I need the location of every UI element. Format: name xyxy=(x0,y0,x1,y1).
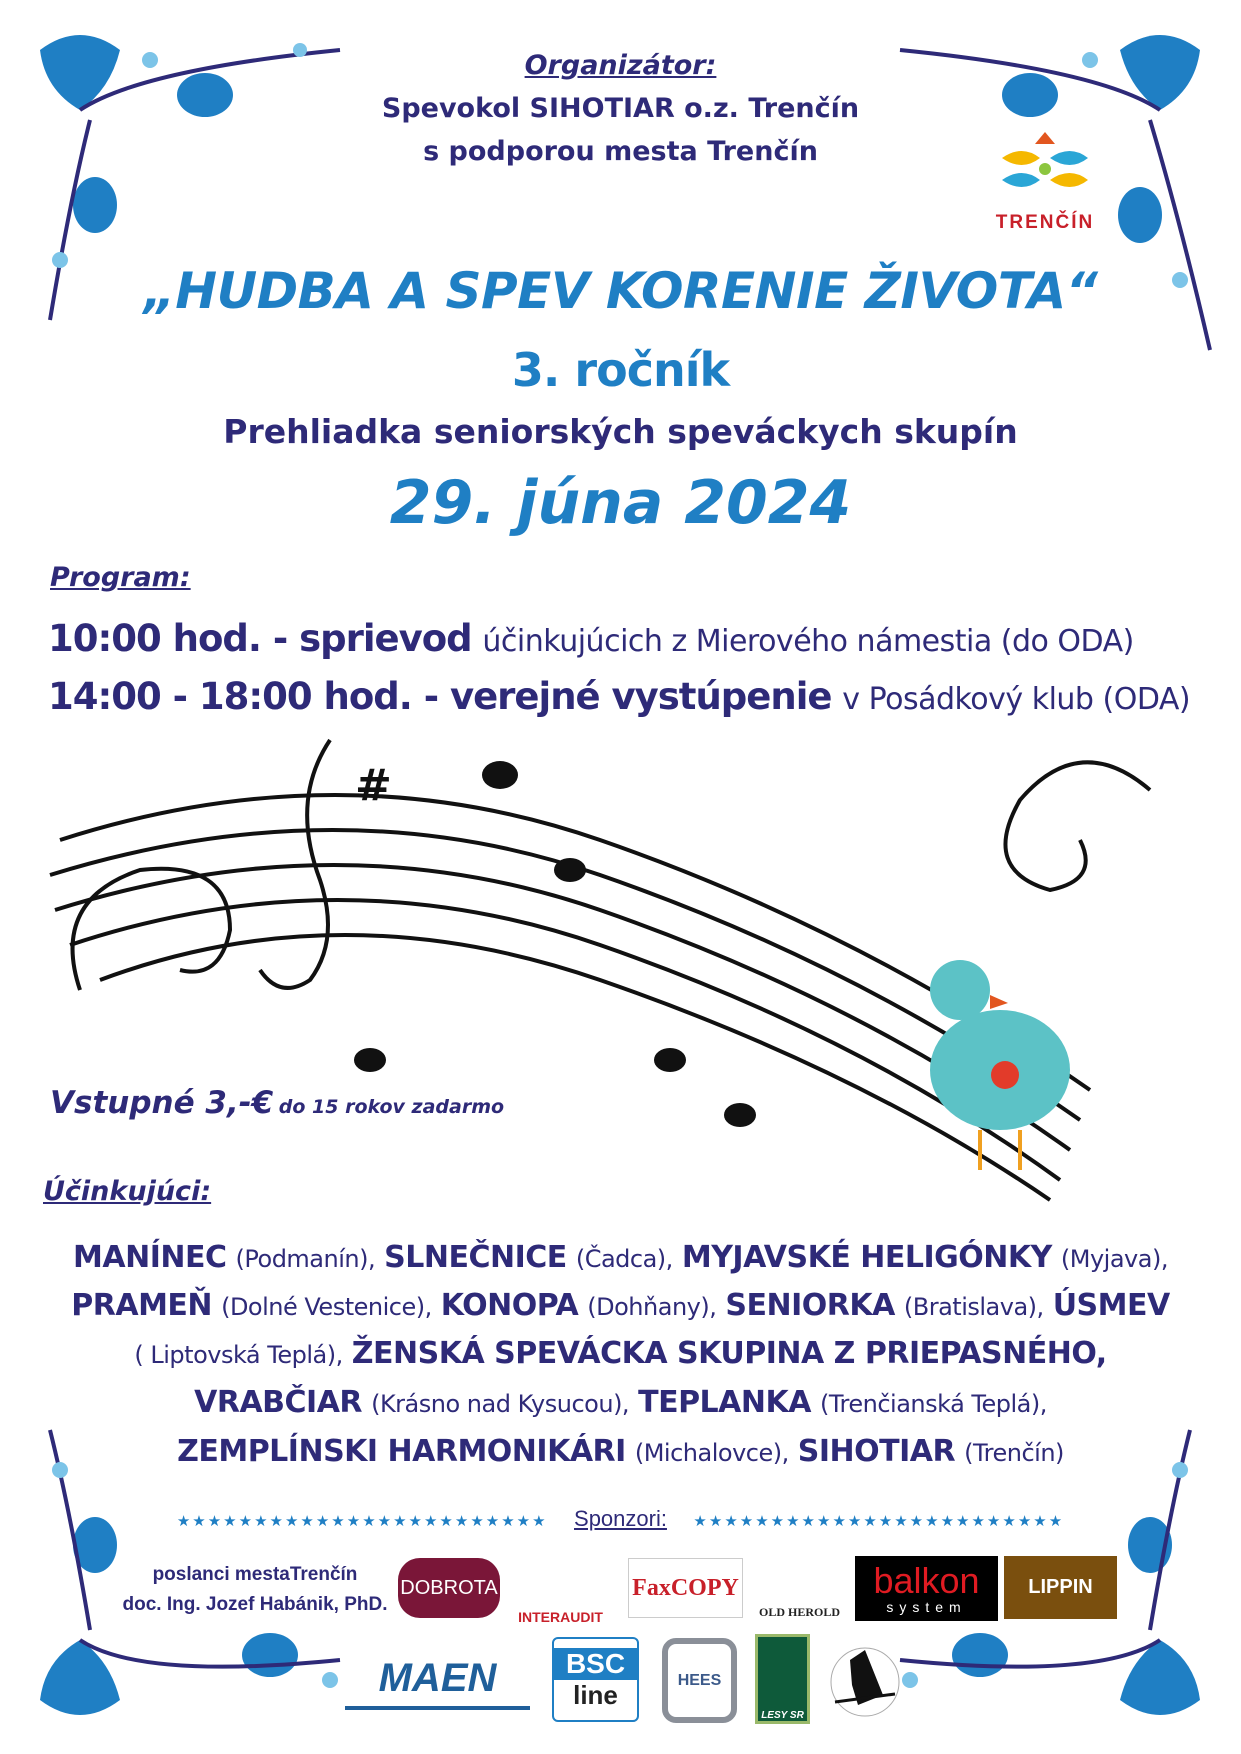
trencin-logo-text: TRENČÍN xyxy=(995,212,1095,233)
sponsors-header xyxy=(0,1506,1241,1532)
event-subtitle: Prehliadka seniorských speváckych skupín xyxy=(223,412,1018,451)
stars-divider: ★★★★★★★★★★★★★★★★★★★★★★★★ xyxy=(176,1513,548,1530)
performer-name: SIHOTIAR xyxy=(797,1434,956,1469)
performer-place: ( Liptovská Teplá), xyxy=(134,1341,343,1369)
edition: 3. ročník xyxy=(511,343,730,397)
performer-place: (Čadca), xyxy=(575,1245,673,1273)
performers-line xyxy=(0,1234,1241,1283)
admission-note: do 15 rokov zadarmo xyxy=(278,1096,505,1118)
logo-witch xyxy=(830,1640,900,1725)
performer-name: PRAMEŇ xyxy=(71,1288,213,1323)
patron-text xyxy=(105,1560,405,1620)
sponsors-label: Sponzori: xyxy=(574,1506,667,1531)
logo-old-herold: OLD HEROLD xyxy=(758,1605,840,1619)
program-detail: v Posádkový klub (ODA) xyxy=(842,682,1191,717)
patron-line: doc. Ing. Jozef Habánik, PhD. xyxy=(122,1594,388,1615)
performers-line xyxy=(0,1282,1241,1331)
program-time: 14:00 - 18:00 hod. - verejné vystúpenie xyxy=(48,675,832,718)
performer-name: SENIORKA xyxy=(725,1288,895,1323)
organizer-name: Spevokol SIHOTIAR o.z. Trenčín xyxy=(381,93,860,124)
support-text: s podporou mesta Trenčín xyxy=(423,136,818,167)
performer-place: (Myjava), xyxy=(1060,1245,1168,1273)
performer-name: ŽENSKÁ SPEVÁCKA SKUPINA Z PRIEPASNÉHO, xyxy=(351,1336,1107,1371)
event-date: 29. júna 2024 xyxy=(389,468,852,538)
performer-name: MYJAVSKÉ HELIGÓNKY xyxy=(681,1240,1052,1275)
program-item xyxy=(48,675,1190,718)
performer-name: ÚSMEV xyxy=(1052,1288,1170,1323)
organizer-label: Organizátor: xyxy=(524,50,717,81)
patron-line: poslanci mestaTrenčín xyxy=(152,1564,358,1585)
performer-name: ZEMPLÍNSKI HARMONIKÁRI xyxy=(177,1434,626,1469)
music-staff-illustration xyxy=(40,730,1200,1220)
admission-price: Vstupné 3,-€ xyxy=(50,1085,274,1121)
performer-name: TEPLANKA xyxy=(638,1385,811,1420)
performers-label: Účinkujúci: xyxy=(43,1176,212,1207)
admission xyxy=(50,1085,504,1121)
logo-hees: HEES xyxy=(662,1638,737,1723)
performers-line xyxy=(0,1428,1241,1477)
performer-name: MANÍNEC xyxy=(73,1240,227,1275)
program-time: 10:00 hod. - sprievod xyxy=(48,617,472,660)
performer-place: (Podmanín), xyxy=(235,1245,376,1273)
stars-divider: ★★★★★★★★★★★★★★★★★★★★★★★★ xyxy=(693,1513,1065,1530)
performer-name: VRABČIAR xyxy=(194,1385,363,1420)
logo-dobrota: DOBROTA xyxy=(398,1558,500,1618)
performer-place: (Michalovce), xyxy=(634,1439,789,1467)
performer-place: (Krásno nad Kysucou), xyxy=(371,1390,630,1418)
performer-place: (Trenčianská Teplá), xyxy=(820,1390,1047,1418)
performer-place: (Dohňany), xyxy=(587,1293,717,1321)
logo-balkon-system: balkon system xyxy=(855,1556,998,1621)
performer-name: SLNEČNICE xyxy=(384,1240,567,1275)
performers-line xyxy=(0,1330,1241,1379)
logo-bsc-line: BSC line xyxy=(552,1637,639,1722)
performer-place: (Trenčín) xyxy=(964,1439,1064,1467)
logo-lippin: LIPPIN xyxy=(1004,1556,1117,1619)
logo-faxcopy: FaxCOPY xyxy=(628,1558,743,1618)
program-detail: účinkujúcich z Mierového námestia (do ODA) xyxy=(482,624,1134,659)
sharp-icon: # xyxy=(355,760,392,811)
performer-place: (Bratislava), xyxy=(903,1293,1044,1321)
performer-place: (Dolné Vestenice), xyxy=(221,1293,432,1321)
performer-name: KONOPA xyxy=(440,1288,579,1323)
event-title: „HUDBA A SPEV KORENIE ŽIVOTA“ xyxy=(143,262,1098,320)
logo-lesy-sr: LESY SR xyxy=(755,1634,810,1724)
logo-maen: MAEN xyxy=(345,1650,530,1710)
logo-interaudit: INTERAUDIT xyxy=(518,1609,603,1625)
program-label: Program: xyxy=(50,562,191,593)
program-item xyxy=(48,617,1134,660)
performers-line xyxy=(0,1379,1241,1428)
